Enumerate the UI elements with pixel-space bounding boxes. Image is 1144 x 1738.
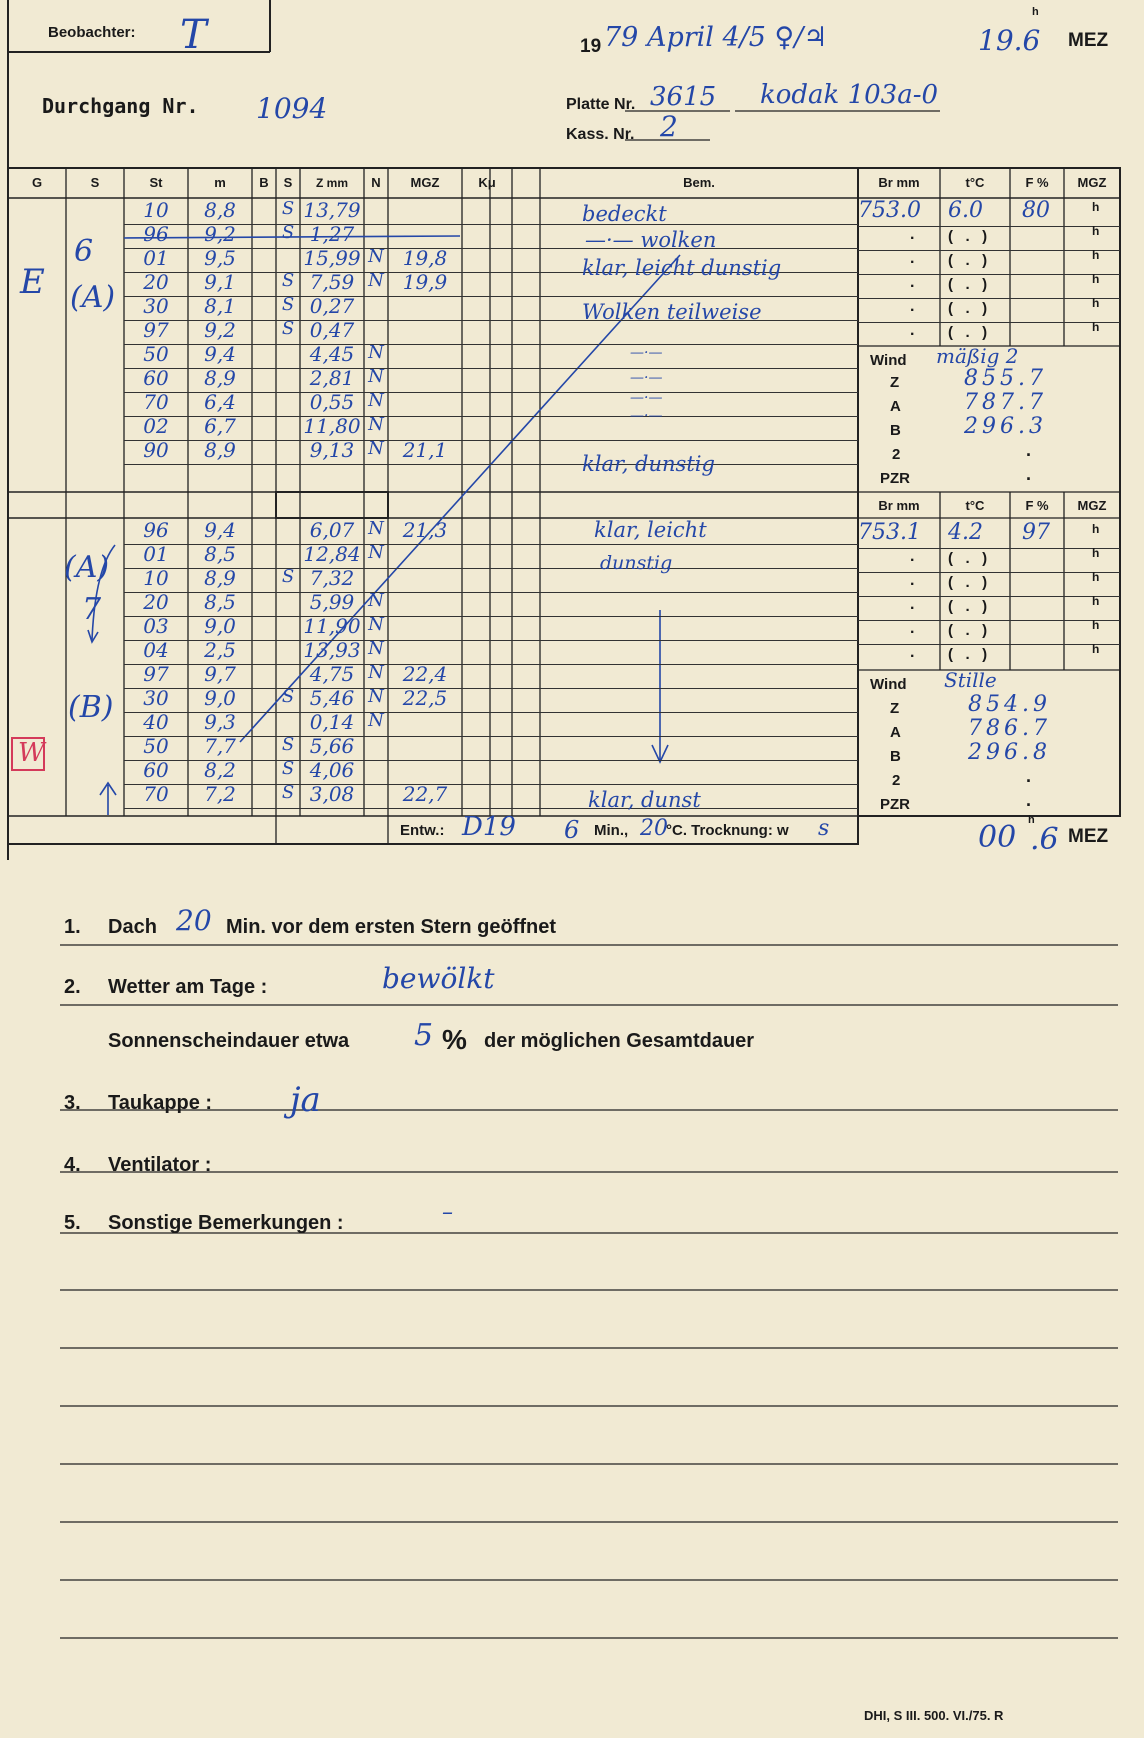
bottom-row-m[interactable]: 9,7 <box>204 662 236 686</box>
top-row-st[interactable]: 96 <box>143 222 169 246</box>
bottom-row-st[interactable]: 04 <box>143 638 169 662</box>
sunshine-suffix: der möglichen Gesamtdauer <box>484 1030 755 1052</box>
two-label-top: 2 <box>892 446 901 463</box>
col-header-b: B <box>259 175 269 190</box>
note-3-number: 3. <box>64 1092 81 1114</box>
meteo-top-hour-mark: h <box>1092 248 1100 262</box>
pressure-bottom[interactable]: 753.1 <box>858 520 921 545</box>
start-time-unit: MEZ <box>1068 30 1109 51</box>
observer-value[interactable]: T <box>180 12 207 58</box>
bottom-row-n[interactable]: N <box>368 614 384 635</box>
table-row-divider <box>124 808 858 809</box>
col-header-f-2: F % <box>1025 498 1049 513</box>
note-4-number: 4. <box>64 1154 81 1176</box>
b-label-top: B <box>890 422 901 439</box>
bottom-row-z[interactable]: 5,66 <box>309 734 355 758</box>
transit-label: Durchgang Nr. <box>42 94 199 118</box>
top-row-z[interactable]: 13,79 <box>303 198 361 222</box>
col-header-mgz: MGZ <box>410 175 440 190</box>
col-header-s2: S <box>283 175 293 190</box>
date-value[interactable]: 79 April 4/5 ♀/♃ <box>604 22 828 53</box>
meteo-top-hour-mark: h <box>1092 296 1100 310</box>
meteo-bottom-pressure-placeholder: . <box>910 596 915 613</box>
two-value-bottom: . <box>1026 766 1032 786</box>
two-label-bottom: 2 <box>892 772 901 789</box>
top-row-st[interactable]: 97 <box>143 318 169 342</box>
top-row-m[interactable]: 6,4 <box>204 390 236 414</box>
top-row-z[interactable]: 7,59 <box>309 270 355 294</box>
bottom-row-st[interactable]: 96 <box>143 518 169 542</box>
bottom-row-n[interactable]: N <box>368 710 384 731</box>
bottom-row-z[interactable]: 5,99 <box>309 590 355 614</box>
meteo-top-temperature-placeholder: ( . ) <box>948 324 988 341</box>
b-value-bottom[interactable]: 296.8 <box>968 740 1051 765</box>
table-row-divider <box>124 464 858 465</box>
remark-6[interactable]: —·— <box>630 370 663 386</box>
group-label-7: 7 <box>82 592 102 627</box>
form-footer: DHI, S III. 500. VI./75. R <box>864 1708 1004 1723</box>
bottom-row-n[interactable]: N <box>368 590 384 611</box>
z-value-bottom[interactable]: 854.9 <box>968 692 1051 717</box>
pzr-label-top: PZR <box>880 470 910 487</box>
col-header-t-2: t°C <box>965 498 985 513</box>
meteo-bottom-pressure-placeholder: . <box>910 572 915 589</box>
sunshine-prefix: Sonnenscheindauer etwa <box>108 1030 350 1052</box>
group-label-6: 6 <box>74 234 94 269</box>
meteo-top-pressure-placeholder: . <box>910 226 915 243</box>
wind-label-top: Wind <box>870 352 907 369</box>
meteo-bottom-temperature-placeholder: ( . ) <box>948 550 988 567</box>
bottom-row-m[interactable]: 8,9 <box>204 566 236 590</box>
top-row-st[interactable]: 50 <box>143 342 169 366</box>
a-value-top[interactable]: 787.7 <box>964 390 1047 415</box>
pressure-top[interactable]: 753.0 <box>858 198 921 223</box>
plate-value[interactable]: 3615 <box>650 82 717 112</box>
bottom-row-z[interactable]: 0,14 <box>309 710 355 734</box>
top-row-st[interactable]: 01 <box>143 246 169 270</box>
col-header-br-2: Br mm <box>878 498 920 513</box>
bottom-row-n[interactable]: N <box>368 686 384 707</box>
two-value-top: . <box>1026 440 1032 460</box>
note-4-label: Ventilator : <box>108 1154 212 1176</box>
bottom-row-st[interactable]: 60 <box>143 758 169 782</box>
bottom-row-m[interactable]: 9,4 <box>204 518 236 542</box>
cassette-label: Kass. Nr. <box>566 126 635 143</box>
top-row-m[interactable]: 9,2 <box>204 318 236 342</box>
top-row-mgz[interactable]: 21,1 <box>402 438 448 462</box>
bottom-row-m[interactable]: 7,7 <box>204 734 236 758</box>
bottom-row-st[interactable]: 97 <box>143 662 169 686</box>
note-5-label: Sonstige Bemerkungen : <box>108 1212 344 1234</box>
bottom-row-m[interactable]: 8,2 <box>204 758 236 782</box>
remark-1[interactable]: bedeckt <box>582 202 667 226</box>
top-row-s[interactable]: S <box>281 198 295 219</box>
group-label-b: (B) <box>68 690 114 725</box>
top-row-m[interactable]: 8,9 <box>204 366 236 390</box>
col-header-br: Br mm <box>878 175 920 190</box>
note-2-number: 2. <box>64 976 81 998</box>
bottom-row-s[interactable]: S <box>281 782 295 803</box>
meteo-top-hour-mark: h <box>1092 320 1100 334</box>
col-header-s: S <box>90 175 100 190</box>
bottom-row-m[interactable]: 9,0 <box>204 614 236 638</box>
meteo-bottom-row-divider <box>858 596 1120 597</box>
note-3-value[interactable]: ja <box>290 1080 321 1120</box>
meteo-top-row-divider <box>858 322 1120 323</box>
bottom-row-z[interactable]: 3,08 <box>309 782 355 806</box>
group-label-a-bottom: (A) <box>64 550 110 585</box>
top-row-n[interactable]: N <box>368 270 384 291</box>
top-row-s[interactable]: S <box>281 270 295 291</box>
bottom-row-st[interactable]: 40 <box>143 710 169 734</box>
col-header-g: G <box>31 175 43 190</box>
z-label-top: Z <box>890 374 900 391</box>
col-header-mgz2: MGZ <box>1077 175 1107 190</box>
top-row-z[interactable]: 2,81 <box>309 366 355 390</box>
end-time-decimal[interactable]: .6 <box>1030 822 1059 857</box>
bottom-row-m[interactable]: 8,5 <box>204 542 236 566</box>
meteo-top-row-divider <box>858 274 1120 275</box>
meteo-top-row-divider <box>858 250 1120 251</box>
top-row-n[interactable]: N <box>368 390 384 411</box>
bottom-row-z[interactable]: 11,90 <box>303 614 361 638</box>
b-label-bottom: B <box>890 748 901 765</box>
top-row-z[interactable]: 15,99 <box>303 246 361 270</box>
remark-5[interactable]: —·— <box>630 345 663 361</box>
wind-value-top[interactable]: mäßig 2 <box>936 344 1019 368</box>
b-value-top[interactable]: 296.3 <box>964 414 1047 439</box>
bottom-row-st[interactable]: 50 <box>143 734 169 758</box>
bottom-row-s[interactable]: S <box>281 758 295 779</box>
top-row-n[interactable]: N <box>368 438 384 459</box>
bottom-row-st[interactable]: 10 <box>143 566 169 590</box>
note-1-prefix: Dach <box>108 916 157 938</box>
top-row-n[interactable]: N <box>368 246 384 267</box>
meteo-top-row-divider <box>858 226 1120 227</box>
meteo-bottom-hour-mark: h <box>1092 618 1100 632</box>
meteo-top-temperature-placeholder: ( . ) <box>948 252 988 269</box>
top-row-m[interactable]: 6,7 <box>204 414 236 438</box>
top-row-m[interactable]: 9,2 <box>204 222 236 246</box>
bottom-row-z[interactable]: 4,06 <box>309 758 355 782</box>
transit-value[interactable]: 1094 <box>256 92 328 125</box>
bottom-row-st[interactable]: 03 <box>143 614 169 638</box>
bottom-row-s[interactable]: S <box>281 566 295 587</box>
cassette-value[interactable]: 2 <box>660 110 678 143</box>
top-row-st[interactable]: 60 <box>143 366 169 390</box>
z-label-bottom: Z <box>890 700 900 717</box>
bottom-row-z[interactable]: 13,93 <box>303 638 361 662</box>
develop-temp-label: °C. Trocknung: w <box>666 822 789 839</box>
dry-value[interactable]: s <box>818 816 830 841</box>
meteo-top-pressure-placeholder: . <box>910 250 915 267</box>
pzr-label-bottom: PZR <box>880 796 910 813</box>
top-row-st[interactable]: 30 <box>143 294 169 318</box>
col-header-n: N <box>371 175 381 190</box>
meteo-bottom-temperature-placeholder: ( . ) <box>948 622 988 639</box>
remark-11[interactable]: dunstig <box>600 552 673 574</box>
meteo-bottom-temperature-placeholder: ( . ) <box>948 598 988 615</box>
top-row-z[interactable]: 4,45 <box>309 342 355 366</box>
a-value-bottom[interactable]: 786.7 <box>968 716 1051 741</box>
top-row-m[interactable]: 8,1 <box>204 294 236 318</box>
meteo-bottom-row-divider <box>858 620 1120 621</box>
a-label-bottom: A <box>890 724 901 741</box>
top-row-n[interactable]: N <box>368 414 384 435</box>
remark-4[interactable]: Wolken teilweise <box>582 300 762 324</box>
meteo-bottom-row-divider <box>858 548 1120 549</box>
meteo-top-pressure-placeholder: . <box>910 322 915 339</box>
col-header-k: Kμ <box>478 175 496 190</box>
top-row-s[interactable]: S <box>281 222 295 243</box>
top-row-m[interactable]: 8,8 <box>204 198 236 222</box>
meteo-bottom-temperature-placeholder: ( . ) <box>948 646 988 663</box>
meteo-bottom-pressure-placeholder: . <box>910 548 915 565</box>
top-row-s[interactable]: S <box>281 318 295 339</box>
wind-value-bottom[interactable]: Stille <box>944 668 997 692</box>
meteo-bottom-pressure-placeholder: . <box>910 644 915 661</box>
top-row-z[interactable]: 0,47 <box>309 318 355 342</box>
meteo-top-hour-mark: h <box>1092 200 1100 214</box>
top-row-z[interactable]: 9,13 <box>309 438 355 462</box>
note-5-value[interactable]: – <box>442 1200 453 1225</box>
bottom-row-z[interactable]: 6,07 <box>309 518 355 542</box>
bottom-row-s[interactable]: S <box>281 686 295 707</box>
col-header-st: St <box>149 175 163 190</box>
group-label-e: E <box>20 262 45 302</box>
bottom-row-m[interactable]: 9,3 <box>204 710 236 734</box>
top-row-m[interactable]: 9,4 <box>204 342 236 366</box>
remark-8[interactable]: —·— <box>630 408 663 424</box>
year-prefix: 19 <box>580 36 602 57</box>
sunshine-value[interactable]: 5 <box>414 1018 434 1053</box>
hour-mark: h <box>1032 6 1039 18</box>
bottom-row-m[interactable]: 8,5 <box>204 590 236 614</box>
meteo-top-row-divider <box>858 298 1120 299</box>
pzr-value-top: . <box>1026 464 1032 484</box>
bottom-row-n[interactable]: N <box>368 542 384 563</box>
bottom-row-mgz[interactable]: 22,4 <box>402 662 448 686</box>
bottom-row-z[interactable]: 7,32 <box>309 566 355 590</box>
a-label-top: A <box>890 398 901 415</box>
top-row-n[interactable]: N <box>368 366 384 387</box>
bottom-row-z[interactable]: 12,84 <box>303 542 361 566</box>
bottom-row-n[interactable]: N <box>368 662 384 683</box>
note-2-label: Wetter am Tage : <box>108 976 268 998</box>
bottom-row-s[interactable]: S <box>281 734 295 755</box>
meteo-bottom-pressure-placeholder: . <box>910 620 915 637</box>
temperature-bottom[interactable]: 4.2 <box>948 520 983 545</box>
bottom-row-st[interactable]: 70 <box>143 782 169 806</box>
bottom-row-st[interactable]: 20 <box>143 590 169 614</box>
top-row-mgz[interactable]: 19,8 <box>402 246 448 270</box>
develop-minutes-label: Min., <box>594 822 629 839</box>
note-3-label: Taukappe : <box>108 1092 213 1114</box>
bottom-row-m[interactable]: 7,2 <box>204 782 236 806</box>
plate-label: Platte Nr. <box>566 96 636 113</box>
develop-minutes-value[interactable]: 6 <box>564 816 580 844</box>
top-row-st[interactable]: 70 <box>143 390 169 414</box>
bottom-row-n[interactable]: N <box>368 638 384 659</box>
z-value-top[interactable]: 855.7 <box>964 366 1047 391</box>
bottom-row-z[interactable]: 5,46 <box>309 686 355 710</box>
col-header-f: F % <box>1025 175 1049 190</box>
w-stamp: W <box>18 738 45 768</box>
meteo-top-temperature-placeholder: ( . ) <box>948 228 988 245</box>
plate-type-value[interactable]: kodak 103a-0 <box>760 80 939 110</box>
meteo-bottom-hour-mark: h <box>1092 642 1100 656</box>
pzr-value-bottom: . <box>1026 790 1032 810</box>
meteo-top-pressure-placeholder: . <box>910 298 915 315</box>
bottom-row-mgz[interactable]: 22,5 <box>402 686 448 710</box>
note-5-number: 5. <box>64 1212 81 1234</box>
temperature-top[interactable]: 6.0 <box>948 198 983 223</box>
meteo-bottom-hour-mark: h <box>1092 570 1100 584</box>
meteo-top-hour-mark: h <box>1092 224 1100 238</box>
top-row-z[interactable]: 11,80 <box>303 414 361 438</box>
top-row-st[interactable]: 90 <box>143 438 169 462</box>
note-2-value[interactable]: bewölkt <box>382 962 495 995</box>
top-row-z[interactable]: 0,27 <box>309 294 355 318</box>
develop-temp-value[interactable]: 20 <box>640 816 668 841</box>
end-time-value[interactable]: 00 <box>978 820 1017 855</box>
bottom-row-mgz[interactable]: 21,3 <box>402 518 448 542</box>
bottom-row-st[interactable]: 30 <box>143 686 169 710</box>
remark-9[interactable]: klar, dunstig <box>582 452 715 476</box>
meteo-bottom-hour-mark: h <box>1092 594 1100 608</box>
top-row-m[interactable]: 9,5 <box>204 246 236 270</box>
col-header-m: m <box>214 175 226 190</box>
note-1-suffix: Min. vor dem ersten Stern geöffnet <box>226 916 557 938</box>
top-row-s[interactable]: S <box>281 294 295 315</box>
observer-label: Beobachter: <box>48 24 136 41</box>
top-row-n[interactable]: N <box>368 342 384 363</box>
meteo-top-temperature-placeholder: ( . ) <box>948 276 988 293</box>
sunshine-percent: % <box>442 1024 467 1055</box>
bottom-row-n[interactable]: N <box>368 518 384 539</box>
top-row-mgz[interactable]: 19,9 <box>402 270 448 294</box>
col-header-mgz2-2: MGZ <box>1077 498 1107 513</box>
remark-7[interactable]: —·— <box>630 390 663 406</box>
note-1-value[interactable]: 20 <box>176 904 212 937</box>
group-label-a-top: (A) <box>70 280 116 315</box>
top-row-st[interactable]: 20 <box>143 270 169 294</box>
col-header-bem: Bem. <box>683 175 715 190</box>
remark-3[interactable]: klar, leicht dunstig <box>582 256 782 280</box>
meteo-bottom-hour-mark: h <box>1092 546 1100 560</box>
bottom-row-m[interactable]: 2,5 <box>204 638 236 662</box>
develop-label: Entw.: <box>400 822 445 839</box>
col-header-t: t°C <box>965 175 985 190</box>
start-time-value[interactable]: 19.6 <box>978 24 1041 57</box>
remark-10[interactable]: klar, leicht <box>594 518 707 542</box>
develop-value[interactable]: D19 <box>462 812 516 842</box>
meteo-top-temperature-placeholder: ( . ) <box>948 300 988 317</box>
end-time-hour-mark: h <box>1028 814 1035 826</box>
top-row-z[interactable]: 0,55 <box>309 390 355 414</box>
bottom-row-mgz[interactable]: 22,7 <box>402 782 448 806</box>
remark-2[interactable]: —·— wolken <box>585 228 717 252</box>
remark-12[interactable]: klar, dunst <box>588 788 701 812</box>
humidity-top[interactable]: 80 <box>1022 198 1050 223</box>
bottom-row-z[interactable]: 4,75 <box>309 662 355 686</box>
col-header-z: Z mm <box>315 176 348 190</box>
top-row-z[interactable]: 1,27 <box>309 222 355 246</box>
meteo-bottom-row-divider <box>858 644 1120 645</box>
meteo-bottom-temperature-placeholder: ( . ) <box>948 574 988 591</box>
bottom-row-st[interactable]: 01 <box>143 542 169 566</box>
meteo-bottom-hour-mark: h <box>1092 522 1100 536</box>
top-row-m[interactable]: 8,9 <box>204 438 236 462</box>
top-row-st[interactable]: 10 <box>143 198 169 222</box>
top-row-m[interactable]: 9,1 <box>204 270 236 294</box>
end-time-unit: MEZ <box>1068 826 1109 847</box>
meteo-bottom-row-divider <box>858 572 1120 573</box>
meteo-top-hour-mark: h <box>1092 272 1100 286</box>
meteo-top-pressure-placeholder: . <box>910 274 915 291</box>
wind-label-bottom: Wind <box>870 676 907 693</box>
bottom-row-m[interactable]: 9,0 <box>204 686 236 710</box>
top-row-st[interactable]: 02 <box>143 414 169 438</box>
humidity-bottom[interactable]: 97 <box>1022 520 1050 545</box>
note-1-number: 1. <box>64 916 81 938</box>
